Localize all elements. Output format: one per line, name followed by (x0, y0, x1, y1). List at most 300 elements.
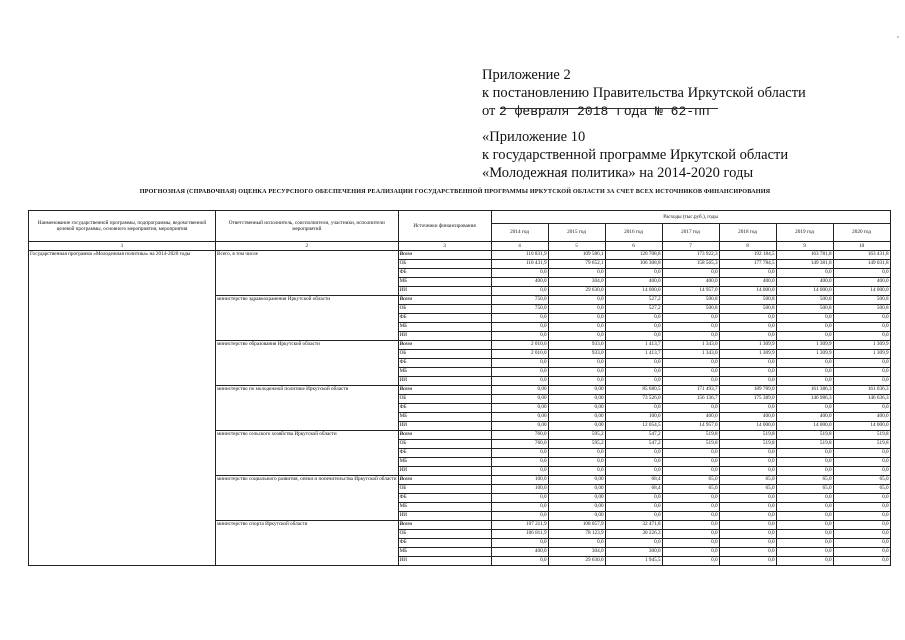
source-cell: ОБ (398, 440, 491, 449)
value-cell: 0,0 (491, 287, 548, 296)
date-underline (500, 108, 718, 109)
value-cell: 0,0 (605, 323, 662, 332)
value-cell: 2 010,0 (491, 350, 548, 359)
col-executor-header: Ответственный исполнитель, соисполнители, участники, исполнители мероприятий (216, 211, 399, 242)
value-cell: 0,0 (833, 323, 890, 332)
value-cell: 400,0 (491, 278, 548, 287)
value-cell: 519,8 (719, 440, 776, 449)
value-cell: 0,0 (776, 494, 833, 503)
value-cell: 0,0 (833, 449, 890, 458)
value-cell: 177 784,5 (719, 260, 776, 269)
value-cell: 750,0 (491, 305, 548, 314)
source-cell: Всего (398, 476, 491, 485)
value-cell: 29 630,0 (548, 557, 605, 566)
value-cell: 0,0 (833, 269, 890, 278)
value-cell: 0,0 (833, 467, 890, 476)
column-number: 2 (216, 242, 399, 251)
column-number: 7 (662, 242, 719, 251)
value-cell: 0,00 (491, 413, 548, 422)
executor-cell: министерство по молодежной политике Иркутской области (216, 386, 399, 431)
value-cell: 68,4 (605, 476, 662, 485)
source-cell: МБ (398, 458, 491, 467)
value-cell: 0,00 (548, 404, 605, 413)
value-cell: 0,0 (605, 332, 662, 341)
value-cell: 595,2 (548, 431, 605, 440)
value-cell: 14 000,0 (719, 287, 776, 296)
value-cell: 0,0 (662, 467, 719, 476)
value-cell: 933,0 (548, 341, 605, 350)
value-cell: 0,0 (662, 539, 719, 548)
value-cell: 163 431,8 (833, 251, 890, 260)
source-cell: МБ (398, 368, 491, 377)
value-cell: 0,0 (662, 458, 719, 467)
value-cell: 0,0 (662, 368, 719, 377)
value-cell: 0,0 (776, 530, 833, 539)
value-cell: 0,0 (719, 449, 776, 458)
resolution-date: 2 февраля 2018 года № 62-пп (499, 104, 710, 119)
value-cell: 0,0 (548, 467, 605, 476)
document-title: ПРОГНОЗНАЯ (СПРАВОЧНАЯ) ОЦЕНКА РЕСУРСНОГО ОБЕСПЕЧЕНИЯ РЕАЛИЗАЦИИ ГОСУДАРСТВЕННОЙ ПРОГРАММЫ ИРКУТСКОЙ ОБЛАСТИ ЗА СЧЕТ ВСЕХ ИСТОЧНИКОВ ФИНАНСИРОВАНИЯ (139, 188, 771, 195)
year-header: 2019 год (776, 223, 833, 241)
value-cell: 0,0 (491, 512, 548, 521)
value-cell: 519,8 (833, 440, 890, 449)
value-cell: 120 708,8 (605, 251, 662, 260)
executor-cell: министерство образования Иркутской области (216, 341, 399, 386)
source-cell: ИИ (398, 422, 491, 431)
value-cell: 0,00 (548, 386, 605, 395)
value-cell: 760,0 (491, 440, 548, 449)
annex-label: Приложение 2 (482, 67, 571, 83)
date-prefix: от (482, 103, 496, 119)
value-cell: 0,0 (833, 539, 890, 548)
source-cell: Всего (398, 386, 491, 395)
value-cell: 519,8 (833, 431, 890, 440)
value-cell: 547,2 (605, 440, 662, 449)
value-cell: 0,0 (605, 359, 662, 368)
value-cell: 85 680,5 (605, 386, 662, 395)
value-cell: 0,00 (548, 422, 605, 431)
value-cell: 65,0 (662, 476, 719, 485)
value-cell: 14 000,0 (605, 287, 662, 296)
source-cell: ИИ (398, 287, 491, 296)
value-cell: 0,0 (719, 404, 776, 413)
value-cell: 107 211,9 (491, 521, 548, 530)
value-cell: 0,0 (833, 314, 890, 323)
column-numbers-row (29, 242, 891, 251)
value-cell: 0,0 (548, 458, 605, 467)
value-cell: 0,0 (605, 368, 662, 377)
value-cell: 171 493,7 (662, 386, 719, 395)
value-cell: 0,0 (719, 314, 776, 323)
value-cell: 1 343,0 (662, 341, 719, 350)
value-cell: 65,0 (719, 485, 776, 494)
year-header: 2017 год (662, 223, 719, 241)
source-cell: ИИ (398, 467, 491, 476)
value-cell: 0,0 (833, 512, 890, 521)
executor-cell: министерство социального развития, опеки и попечительства Иркутской области (216, 476, 399, 521)
value-cell: 0,00 (491, 386, 548, 395)
value-cell: 500,8 (719, 296, 776, 305)
value-cell: 1 309,9 (776, 341, 833, 350)
value-cell: 14 957,0 (662, 422, 719, 431)
value-cell: 1 413,7 (605, 350, 662, 359)
value-cell: 0,0 (605, 494, 662, 503)
value-cell: 0,0 (833, 530, 890, 539)
column-number: 6 (605, 242, 662, 251)
value-cell: 29 630,0 (548, 287, 605, 296)
value-cell: 146 986,3 (776, 395, 833, 404)
value-cell: 0,0 (662, 323, 719, 332)
value-cell: 0,0 (491, 557, 548, 566)
value-cell: 0,0 (548, 269, 605, 278)
column-number: 8 (719, 242, 776, 251)
value-cell: 0,0 (776, 512, 833, 521)
source-cell: ФБ (398, 314, 491, 323)
value-cell: 0,0 (776, 449, 833, 458)
value-cell: 760,0 (491, 431, 548, 440)
source-cell: ИИ (398, 557, 491, 566)
value-cell: 0,0 (491, 539, 548, 548)
value-cell: 108 057,9 (548, 521, 605, 530)
value-cell: 0,0 (776, 377, 833, 386)
value-cell: 0,0 (776, 548, 833, 557)
value-cell: 400,0 (833, 413, 890, 422)
value-cell: 519,8 (662, 431, 719, 440)
value-cell: 68,4 (605, 485, 662, 494)
value-cell: 0,0 (662, 521, 719, 530)
value-cell: 0,0 (719, 530, 776, 539)
value-cell: 0,00 (491, 395, 548, 404)
value-cell: 527,2 (605, 305, 662, 314)
source-cell: МБ (398, 278, 491, 287)
value-cell: 933,0 (548, 350, 605, 359)
source-cell: ФБ (398, 539, 491, 548)
source-cell: ФБ (398, 449, 491, 458)
value-cell: 65,0 (776, 476, 833, 485)
value-cell: 65,0 (833, 485, 890, 494)
source-cell: ОБ (398, 485, 491, 494)
value-cell: 109 586,1 (548, 251, 605, 260)
value-cell: 0,0 (776, 458, 833, 467)
year-header: 2014 год (491, 223, 548, 241)
value-cell: 0,0 (833, 359, 890, 368)
value-cell: 0,0 (548, 323, 605, 332)
value-cell: 0,0 (605, 404, 662, 413)
value-cell: 0,0 (719, 539, 776, 548)
value-cell: 0,0 (491, 323, 548, 332)
value-cell: 14 000,0 (833, 287, 890, 296)
value-cell: 0,0 (605, 314, 662, 323)
value-cell: 519,8 (776, 431, 833, 440)
value-cell: 0,0 (491, 368, 548, 377)
col-name-header: Наименование государственной программы, подпрограммы, ведомственной целевой программы, основного мероприятия, мероприятия (29, 211, 216, 242)
value-cell: 500,8 (833, 305, 890, 314)
value-cell: 163 781,8 (776, 251, 833, 260)
value-cell: 400,0 (605, 278, 662, 287)
value-cell: 0,00 (548, 512, 605, 521)
value-cell: 0,0 (776, 557, 833, 566)
value-cell: 0,0 (776, 269, 833, 278)
executor-cell: министерство здравоохранения Иркутской области (216, 296, 399, 341)
value-cell: 0,0 (776, 539, 833, 548)
source-cell: ОБ (398, 260, 491, 269)
source-cell: Всего (398, 431, 491, 440)
source-cell: ОБ (398, 395, 491, 404)
value-cell: 0,0 (662, 377, 719, 386)
value-cell: 0,0 (605, 449, 662, 458)
source-cell: Всего (398, 341, 491, 350)
page-edge-mark: , (897, 30, 899, 39)
value-cell: 0,0 (605, 512, 662, 521)
value-cell: 0,0 (719, 467, 776, 476)
value-cell: 1 945,5 (605, 557, 662, 566)
value-cell: 0,0 (776, 404, 833, 413)
value-cell: 14 000,0 (833, 422, 890, 431)
value-cell: 2 010,0 (491, 341, 548, 350)
value-cell: 0,0 (776, 503, 833, 512)
source-cell: ИИ (398, 332, 491, 341)
value-cell: 12 054,5 (605, 422, 662, 431)
value-cell: 0,0 (605, 269, 662, 278)
value-cell: 0,00 (548, 503, 605, 512)
value-cell: 400,0 (662, 278, 719, 287)
value-cell: 527,2 (605, 296, 662, 305)
value-cell: 1 309,9 (833, 341, 890, 350)
value-cell: 161 386,3 (776, 386, 833, 395)
value-cell: 0,0 (833, 548, 890, 557)
value-cell: 0,0 (662, 548, 719, 557)
year-header: 2015 год (548, 223, 605, 241)
value-cell: 400,0 (776, 278, 833, 287)
source-cell: Всего (398, 296, 491, 305)
source-cell: ФБ (398, 359, 491, 368)
value-cell: 0,0 (776, 314, 833, 323)
value-cell: 0,0 (719, 503, 776, 512)
value-cell: 0,0 (719, 548, 776, 557)
value-cell: 146 636,3 (833, 395, 890, 404)
value-cell: 0,0 (491, 359, 548, 368)
value-cell: 0,0 (548, 332, 605, 341)
value-cell: 0,0 (491, 503, 548, 512)
value-cell: 0,0 (719, 269, 776, 278)
value-cell: 0,0 (719, 359, 776, 368)
value-cell: 400,0 (662, 413, 719, 422)
value-cell: 0,0 (605, 467, 662, 476)
value-cell: 400,0 (491, 548, 548, 557)
value-cell: 0,0 (776, 323, 833, 332)
value-cell: 0,00 (491, 422, 548, 431)
source-cell: ФБ (398, 494, 491, 503)
value-cell: 0,0 (719, 368, 776, 377)
col-expenses-header: Расходы (тыс.руб.), годы (491, 211, 890, 224)
financing-table (28, 210, 891, 566)
value-cell: 100,0 (491, 485, 548, 494)
year-header: 2016 год (605, 223, 662, 241)
value-cell: 79 652,1 (548, 260, 605, 269)
value-cell: 106 308,8 (605, 260, 662, 269)
value-cell: 0,0 (548, 368, 605, 377)
value-cell: 110 831,9 (491, 251, 548, 260)
value-cell: 0,0 (662, 530, 719, 539)
value-cell: 0,00 (548, 494, 605, 503)
value-cell: 0,0 (491, 458, 548, 467)
column-number: 3 (398, 242, 491, 251)
source-cell: ФБ (398, 269, 491, 278)
value-cell: 0,0 (833, 521, 890, 530)
column-number: 10 (833, 242, 890, 251)
value-cell: 1 413,7 (605, 341, 662, 350)
value-cell: 0,0 (605, 539, 662, 548)
value-cell: 65,0 (776, 485, 833, 494)
value-cell: 1 343,0 (662, 350, 719, 359)
value-cell: 400,0 (776, 413, 833, 422)
value-cell: 106 811,9 (491, 530, 548, 539)
value-cell: 0,0 (662, 332, 719, 341)
value-cell: 0,0 (719, 521, 776, 530)
source-cell: ИИ (398, 512, 491, 521)
value-cell: 1 309,9 (719, 341, 776, 350)
value-cell: 0,0 (605, 377, 662, 386)
value-cell: 0,0 (662, 557, 719, 566)
resolution-date-line (482, 102, 710, 121)
value-cell: 73 526,0 (605, 395, 662, 404)
value-cell: 500,8 (776, 305, 833, 314)
value-cell: 0,0 (662, 404, 719, 413)
value-cell: 0,0 (833, 503, 890, 512)
source-cell: МБ (398, 413, 491, 422)
value-cell: 0,0 (662, 494, 719, 503)
value-cell: 0,0 (833, 332, 890, 341)
executor-cell: министерство спорта Иркутской области (216, 521, 399, 566)
value-cell: 0,0 (548, 296, 605, 305)
annex10-label: «Приложение 10 (482, 129, 586, 145)
value-cell: 0,0 (491, 449, 548, 458)
value-cell: 0,0 (833, 557, 890, 566)
value-cell: 192 184,5 (719, 251, 776, 260)
value-cell: 0,0 (719, 323, 776, 332)
column-number: 4 (491, 242, 548, 251)
value-cell: 0,0 (719, 332, 776, 341)
value-cell: 0,0 (491, 332, 548, 341)
value-cell: 0,00 (491, 404, 548, 413)
value-cell: 500,8 (662, 296, 719, 305)
value-cell: 158 565,3 (662, 260, 719, 269)
value-cell: 0,0 (662, 269, 719, 278)
value-cell: 65,0 (833, 476, 890, 485)
col-source-header: Источники финансирования (398, 211, 491, 242)
value-cell: 0,0 (548, 305, 605, 314)
value-cell: 149 381,8 (776, 260, 833, 269)
value-cell: 0,0 (491, 494, 548, 503)
value-cell: 0,0 (719, 377, 776, 386)
value-cell: 0,0 (776, 359, 833, 368)
value-cell: 0,0 (605, 503, 662, 512)
year-header: 2018 год (719, 223, 776, 241)
value-cell: 0,0 (662, 512, 719, 521)
value-cell: 0,00 (548, 485, 605, 494)
column-number: 9 (776, 242, 833, 251)
value-cell: 100,0 (605, 413, 662, 422)
value-cell: 595,2 (548, 440, 605, 449)
value-cell: 78 123,9 (548, 530, 605, 539)
value-cell: 65,0 (719, 476, 776, 485)
value-cell: 189 789,0 (719, 386, 776, 395)
value-cell: 400,0 (719, 278, 776, 287)
source-cell: ФБ (398, 404, 491, 413)
executor-cell: Всего, в том числе (216, 251, 399, 296)
header-row (29, 211, 891, 224)
value-cell: 0,0 (833, 368, 890, 377)
value-cell: 0,0 (719, 557, 776, 566)
value-cell: 0,0 (548, 377, 605, 386)
value-cell: 0,0 (548, 359, 605, 368)
value-cell: 14 000,0 (776, 287, 833, 296)
value-cell: 547,2 (605, 431, 662, 440)
value-cell: 0,0 (776, 368, 833, 377)
value-cell: 0,0 (719, 512, 776, 521)
value-cell: 65,0 (662, 485, 719, 494)
source-cell: МБ (398, 548, 491, 557)
value-cell: 304,0 (548, 278, 605, 287)
value-cell: 0,00 (548, 476, 605, 485)
source-cell: ИИ (398, 377, 491, 386)
program-ref: к государственной программе Иркутской области (482, 147, 789, 163)
value-cell: 32 471,8 (605, 521, 662, 530)
value-cell: 110 431,9 (491, 260, 548, 269)
value-cell: 0,00 (548, 413, 605, 422)
source-cell: ОБ (398, 305, 491, 314)
table-row (29, 251, 891, 260)
value-cell: 519,8 (662, 440, 719, 449)
value-cell: 0,0 (491, 467, 548, 476)
value-cell: 0,0 (662, 503, 719, 512)
value-cell: 0,0 (776, 521, 833, 530)
value-cell: 0,0 (662, 449, 719, 458)
value-cell: 161 036,3 (833, 386, 890, 395)
value-cell: 0,00 (548, 395, 605, 404)
value-cell: 0,0 (776, 332, 833, 341)
value-cell: 173 922,3 (662, 251, 719, 260)
value-cell: 519,8 (719, 431, 776, 440)
value-cell: 156 136,7 (662, 395, 719, 404)
value-cell: 500,8 (719, 305, 776, 314)
value-cell: 14 000,0 (719, 422, 776, 431)
value-cell: 0,0 (776, 467, 833, 476)
value-cell: 175 389,0 (719, 395, 776, 404)
value-cell: 0,0 (662, 314, 719, 323)
value-cell: 0,0 (719, 494, 776, 503)
value-cell: 500,8 (776, 296, 833, 305)
value-cell: 0,0 (548, 539, 605, 548)
value-cell: 149 031,8 (833, 260, 890, 269)
value-cell: 0,0 (833, 458, 890, 467)
value-cell: 0,0 (662, 359, 719, 368)
program-name-cell: Государственная программа «Молодежная политика» на 2014-2020 годы (29, 251, 216, 566)
value-cell: 14 000,0 (776, 422, 833, 431)
value-cell: 500,8 (662, 305, 719, 314)
value-cell: 100,0 (491, 476, 548, 485)
value-cell: 500,8 (833, 296, 890, 305)
program-name: «Молодежная политика» на 2014-2020 годы (482, 165, 754, 181)
value-cell: 0,0 (719, 458, 776, 467)
value-cell: 0,0 (833, 404, 890, 413)
column-number: 5 (548, 242, 605, 251)
value-cell: 0,0 (548, 449, 605, 458)
value-cell: 750,0 (491, 296, 548, 305)
value-cell: 0,0 (491, 314, 548, 323)
resolution-ref: к постановлению Правительства Иркутской области (482, 85, 806, 101)
value-cell: 1 309,9 (719, 350, 776, 359)
